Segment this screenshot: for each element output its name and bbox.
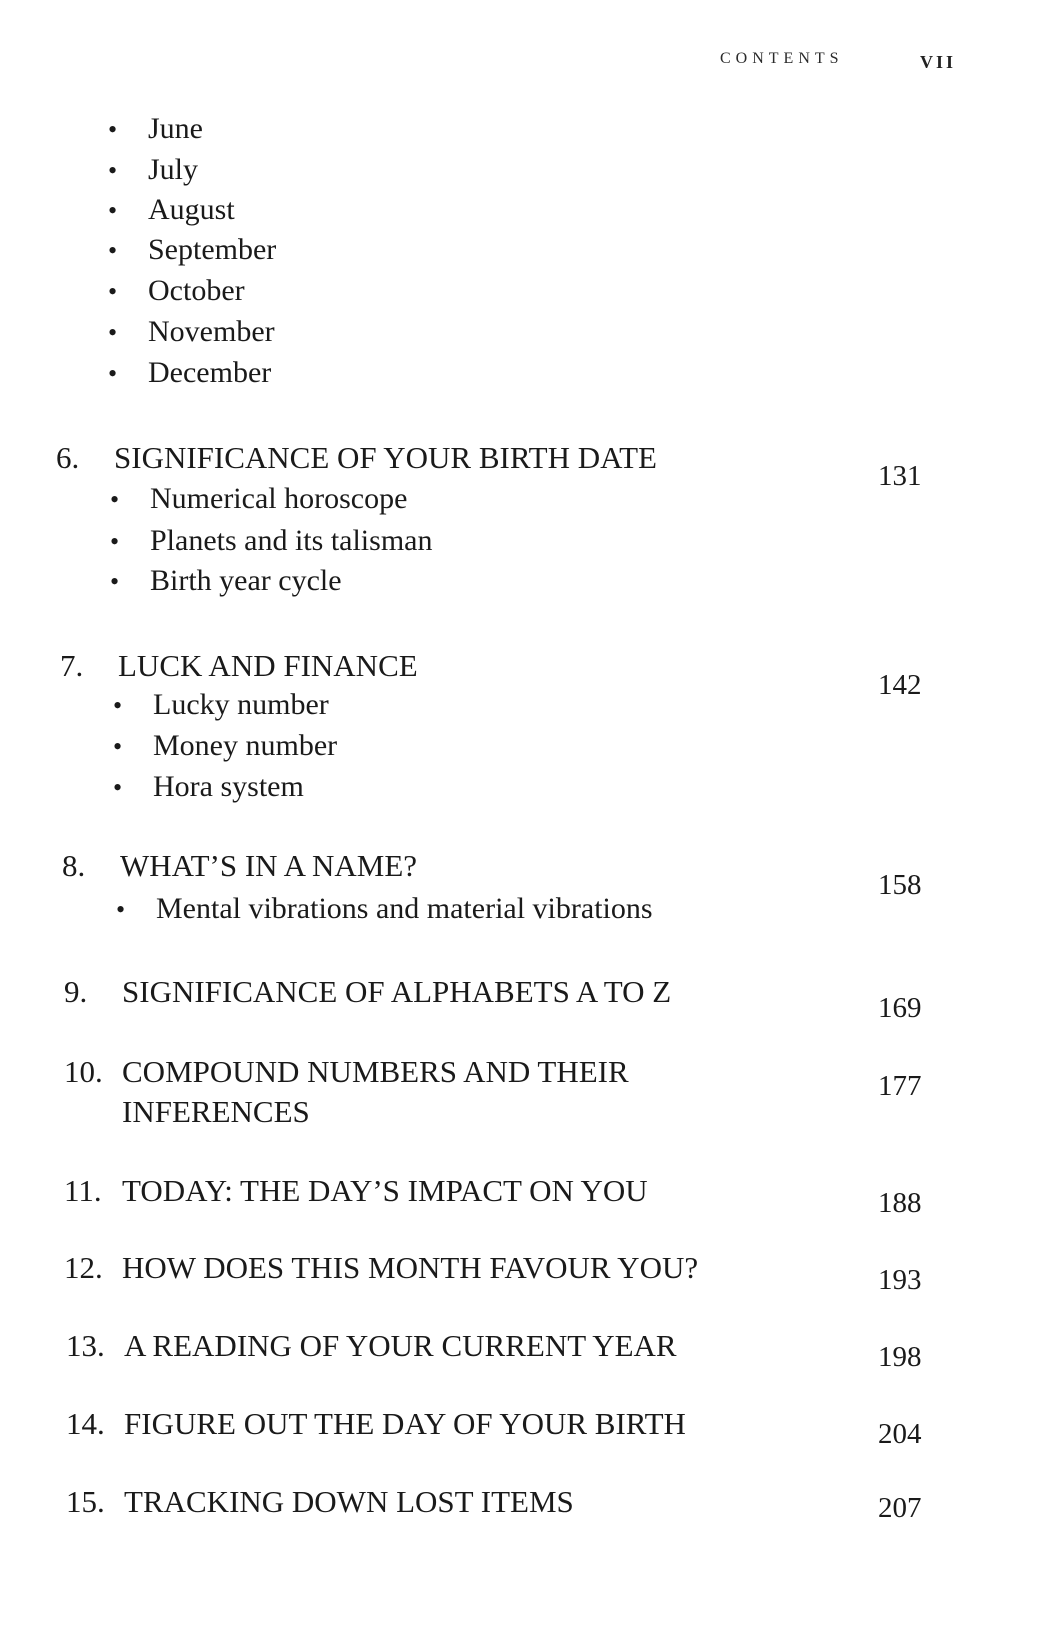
bullet-icon: • [110, 527, 120, 556]
toc-entry-chapter-7[interactable] [60, 648, 418, 684]
toc-entry-chapter-9[interactable] [64, 974, 671, 1010]
list-item-label: Planets and its talisman [150, 524, 433, 557]
toc-entry-chapter-13[interactable] [66, 1328, 677, 1364]
list-item [108, 193, 235, 227]
bullet-icon: • [108, 236, 118, 265]
chapter-page-number: 169 [878, 992, 922, 1024]
bullet-icon: • [113, 691, 123, 720]
chapter-title: LUCK AND FINANCE [118, 648, 418, 683]
list-item [108, 233, 276, 267]
list-item-label: Hora system [153, 770, 304, 803]
list-item [108, 153, 198, 187]
list-item-label: Mental vibrations and material vibrations [156, 892, 653, 925]
list-item [108, 274, 245, 308]
list-item [108, 112, 203, 146]
chapter-title: TRACKING DOWN LOST ITEMS [124, 1484, 574, 1519]
chapter-title: COMPOUND NUMBERS AND THEIR INFERENCES [122, 1054, 629, 1129]
chapter-number: 9. [64, 974, 88, 1009]
chapter-number: 6. [56, 440, 80, 475]
chapter-number: 15. [66, 1484, 105, 1519]
list-item-label: Lucky number [153, 688, 329, 721]
chapter-number: 13. [66, 1328, 105, 1363]
bullet-icon: • [110, 567, 120, 596]
chapter-title: SIGNIFICANCE OF YOUR BIRTH DATE [114, 440, 657, 475]
chapter-title: WHAT’S IN A NAME? [120, 848, 418, 883]
toc-entry-chapter-8[interactable] [62, 848, 417, 884]
list-item [110, 524, 432, 558]
toc-entry-chapter-12[interactable] [64, 1250, 698, 1286]
chapter-page-number: 142 [878, 669, 922, 701]
list-item [108, 356, 271, 390]
toc-entry-chapter-15[interactable] [66, 1484, 574, 1520]
chapter-number: 11. [64, 1173, 102, 1208]
chapter-title: SIGNIFICANCE OF ALPHABETS A TO Z [122, 974, 672, 1009]
list-item-label: October [148, 274, 245, 307]
chapter-page-number: 158 [878, 869, 922, 901]
list-item-label: June [148, 112, 203, 145]
bullet-icon: • [108, 115, 118, 144]
bullet-icon: • [116, 895, 126, 924]
list-item [110, 482, 407, 516]
chapter-page-number: 188 [878, 1187, 922, 1219]
bullet-icon: • [108, 359, 118, 388]
list-item-label: Birth year cycle [150, 564, 342, 597]
bullet-icon: • [108, 196, 118, 225]
chapter-page-number: 131 [878, 460, 922, 492]
list-item [116, 892, 653, 926]
chapter-page-number: 193 [878, 1264, 922, 1296]
list-item-label: December [148, 356, 272, 389]
chapter-title: HOW DOES THIS MONTH FAVOUR YOU? [122, 1250, 699, 1285]
list-item [113, 770, 304, 804]
list-item-label: August [148, 193, 235, 226]
page-number: VII [920, 52, 957, 72]
chapter-page-number: 198 [878, 1341, 922, 1373]
list-item-label: Numerical horoscope [150, 482, 408, 515]
bullet-icon: • [108, 318, 118, 347]
chapter-title: A READING OF YOUR CURRENT YEAR [124, 1328, 677, 1363]
running-head: CONTENTS [720, 50, 844, 67]
toc-entry-chapter-14[interactable] [66, 1406, 686, 1442]
chapter-page-number: 204 [878, 1418, 922, 1450]
list-item [113, 729, 337, 763]
bullet-icon: • [113, 773, 123, 802]
list-item [110, 564, 342, 598]
list-item [108, 315, 275, 349]
chapter-number: 7. [60, 648, 84, 683]
bullet-icon: • [108, 156, 118, 185]
chapter-title: TODAY: THE DAY’S IMPACT ON YOU [122, 1173, 648, 1208]
bullet-icon: • [108, 277, 118, 306]
list-item-label: November [148, 315, 275, 348]
chapter-number: 14. [66, 1406, 105, 1441]
list-item-label: July [148, 153, 199, 186]
chapter-title: FIGURE OUT THE DAY OF YOUR BIRTH [124, 1406, 686, 1441]
toc-entry-chapter-6[interactable] [56, 440, 657, 476]
chapter-number: 8. [62, 848, 86, 883]
list-item [113, 688, 329, 722]
chapter-number: 10. [64, 1054, 103, 1089]
bullet-icon: • [113, 732, 123, 761]
list-item-label: September [148, 233, 277, 266]
toc-entry-chapter-10[interactable] [64, 1052, 742, 1132]
chapter-number: 12. [64, 1250, 103, 1285]
toc-entry-chapter-11[interactable] [64, 1173, 648, 1209]
chapter-page-number: 207 [878, 1492, 922, 1524]
list-item-label: Money number [153, 729, 338, 762]
bullet-icon: • [110, 485, 120, 514]
chapter-page-number: 177 [878, 1070, 922, 1102]
